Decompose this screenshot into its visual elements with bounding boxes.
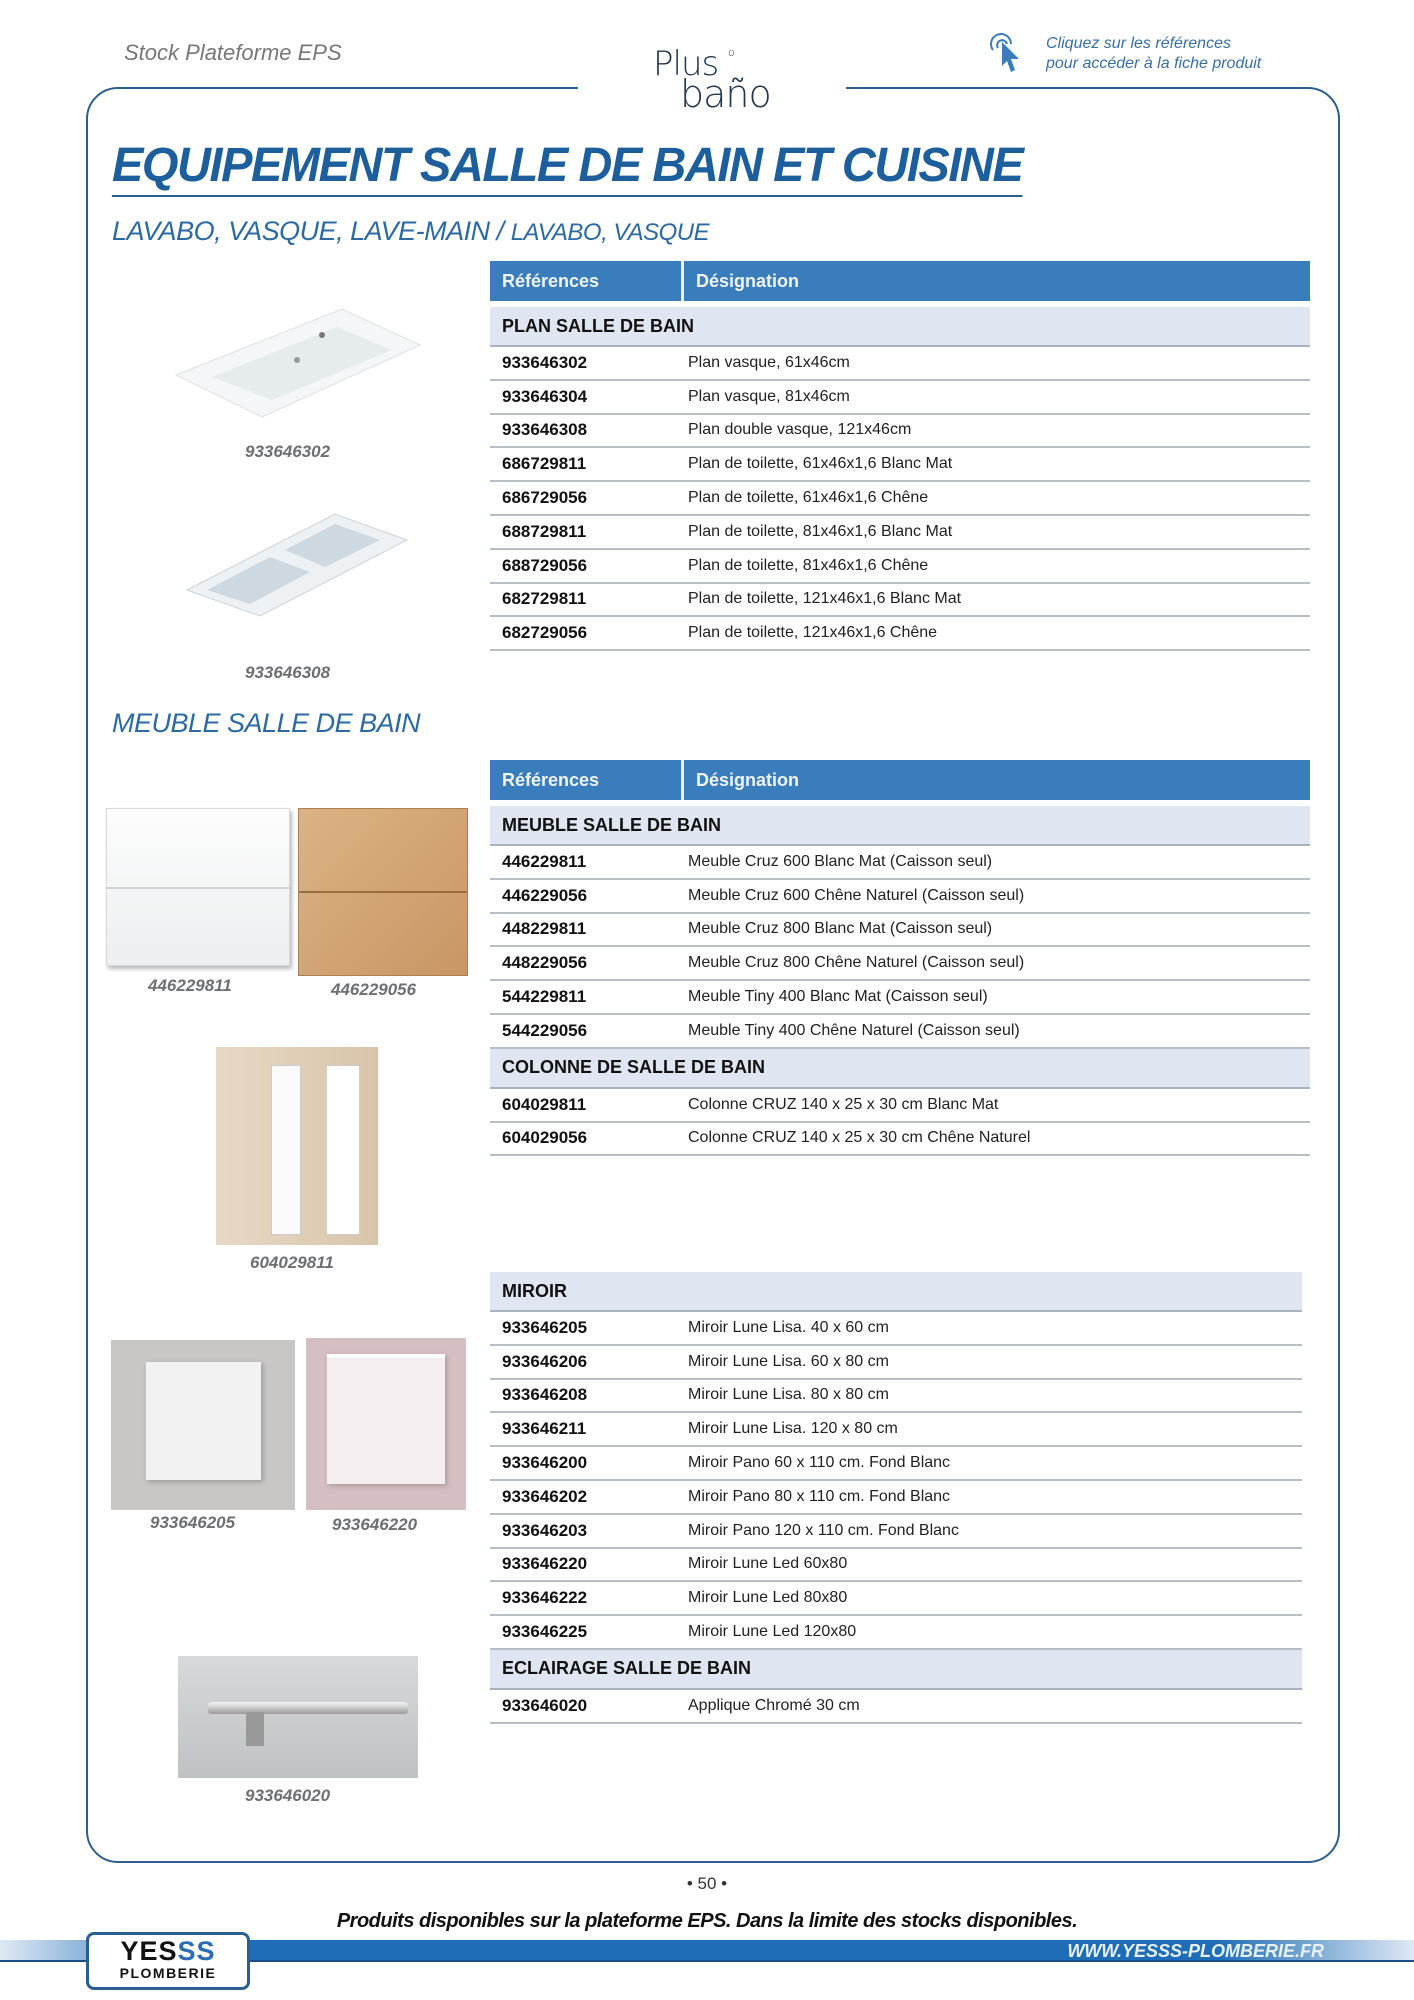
reference-link[interactable]: 933646205 bbox=[502, 1317, 588, 1337]
table-row[interactable] bbox=[490, 1123, 1310, 1157]
designation: Plan de toilette, 121x46x1,6 Blanc Mat bbox=[688, 590, 962, 608]
availability-note: Produits disponibles sur la plateforme EPS. Dans la limite des stocks disponibles. bbox=[336, 1910, 1078, 1932]
designation: Plan vasque, 81x46cm bbox=[688, 387, 850, 405]
designation: Meuble Tiny 400 Blanc Mat (Caisson seul) bbox=[688, 988, 988, 1006]
click-pointer-icon bbox=[985, 28, 1025, 76]
reference-link[interactable]: 682729056 bbox=[502, 623, 588, 643]
table-row[interactable] bbox=[490, 381, 1310, 415]
designation: Miroir Lune Led 120x80 bbox=[688, 1623, 857, 1641]
reference-link[interactable]: 933646203 bbox=[502, 1520, 588, 1540]
designation: Meuble Cruz 800 Chêne Naturel (Caisson seul) bbox=[688, 954, 1025, 972]
designation: Colonne CRUZ 140 x 25 x 30 cm Blanc Mat bbox=[688, 1095, 999, 1113]
table-row[interactable] bbox=[490, 448, 1310, 482]
plus-bano-logo bbox=[650, 44, 800, 114]
colonne-image[interactable] bbox=[216, 1047, 378, 1245]
designation: Miroir Pano 120 x 110 cm. Fond Blanc bbox=[688, 1521, 959, 1539]
table-row[interactable] bbox=[490, 1690, 1302, 1724]
col-references: Références bbox=[490, 760, 684, 800]
logo-degree: o bbox=[728, 46, 735, 59]
reference-link[interactable]: 682729811 bbox=[502, 589, 587, 609]
table-row[interactable] bbox=[490, 1582, 1302, 1616]
designation: Plan de toilette, 81x46x1,6 Blanc Mat bbox=[688, 522, 953, 540]
table-row[interactable] bbox=[490, 1616, 1302, 1650]
table-meuble bbox=[490, 760, 1310, 1156]
table-row[interactable] bbox=[490, 1447, 1302, 1481]
col-designation: Désignation bbox=[696, 270, 800, 291]
page-number: • 50 • bbox=[686, 1874, 728, 1893]
mirror-lisa-image[interactable] bbox=[111, 1340, 295, 1510]
yesss-logo bbox=[86, 1932, 250, 1990]
table-row[interactable] bbox=[490, 516, 1310, 550]
designation: Applique Chromé 30 cm bbox=[688, 1696, 860, 1714]
table-row[interactable] bbox=[490, 415, 1310, 449]
reference-link[interactable]: 446229056 bbox=[502, 885, 588, 905]
table-row[interactable] bbox=[490, 550, 1310, 584]
logo-bottom: baño bbox=[680, 72, 771, 116]
table-miroir bbox=[490, 1272, 1302, 1724]
reference-link[interactable]: 933646200 bbox=[502, 1453, 588, 1473]
reference-link[interactable]: 933646308 bbox=[502, 420, 588, 440]
designation: Plan de toilette, 61x46x1,6 Chêne bbox=[688, 489, 929, 507]
product-ref-label[interactable]: 446229056 bbox=[331, 980, 417, 999]
designation: Plan de toilette, 61x46x1,6 Blanc Mat bbox=[688, 455, 953, 473]
designation: Meuble Cruz 800 Blanc Mat (Caisson seul) bbox=[688, 920, 993, 938]
reference-link[interactable]: 933646222 bbox=[502, 1588, 588, 1608]
reference-link[interactable]: 933646202 bbox=[502, 1486, 588, 1506]
table-row[interactable] bbox=[490, 347, 1310, 381]
table-row[interactable] bbox=[490, 1549, 1302, 1583]
table-row[interactable] bbox=[490, 846, 1310, 880]
reference-link[interactable]: 688729811 bbox=[502, 521, 587, 541]
designation: Miroir Lune Lisa. 120 x 80 cm bbox=[688, 1420, 898, 1438]
reference-link[interactable]: 544229811 bbox=[502, 987, 587, 1007]
section-heading-lavabo bbox=[112, 216, 709, 247]
table-header bbox=[490, 261, 1310, 301]
designation: Meuble Cruz 600 Blanc Mat (Caisson seul) bbox=[688, 852, 993, 870]
reference-link[interactable]: 933646208 bbox=[502, 1385, 588, 1405]
table-plan bbox=[490, 261, 1310, 651]
reference-link[interactable]: 933646211 bbox=[502, 1419, 587, 1439]
product-ref-label[interactable]: 933646308 bbox=[245, 663, 331, 682]
designation: Plan double vasque, 121x46cm bbox=[688, 421, 912, 439]
table-row[interactable] bbox=[490, 1312, 1302, 1346]
double-sink-image[interactable] bbox=[185, 512, 410, 617]
page-title: EQUIPEMENT SALLE DE BAIN ET CUISINE bbox=[112, 138, 1022, 197]
group-title: COLONNE DE SALLE DE BAIN bbox=[490, 1049, 1310, 1089]
heading-sub: LAVABO, VASQUE bbox=[510, 219, 710, 246]
group-title: MEUBLE SALLE DE BAIN bbox=[490, 806, 1310, 846]
table-row[interactable] bbox=[490, 981, 1310, 1015]
reference-link[interactable]: 604029811 bbox=[502, 1094, 587, 1114]
designation: Miroir Lune Lisa. 60 x 80 cm bbox=[688, 1352, 889, 1370]
stock-label: Stock Plateforme EPS bbox=[124, 40, 342, 65]
reference-link[interactable]: 933646220 bbox=[502, 1554, 588, 1574]
designation: Meuble Tiny 400 Chêne Naturel (Caisson seul) bbox=[688, 1021, 1020, 1039]
click-hint bbox=[1046, 34, 1261, 74]
table-row[interactable] bbox=[490, 1413, 1302, 1447]
table-row[interactable] bbox=[490, 1089, 1310, 1123]
designation: Miroir Pano 80 x 110 cm. Fond Blanc bbox=[688, 1487, 951, 1505]
reference-link[interactable]: 933646304 bbox=[502, 386, 588, 406]
table-row[interactable] bbox=[490, 1515, 1302, 1549]
col-designation: Désignation bbox=[696, 769, 800, 790]
meuble-wood-image[interactable] bbox=[298, 808, 468, 976]
sink-image[interactable] bbox=[172, 305, 422, 425]
logo-top: Plus bbox=[653, 44, 719, 84]
table-row[interactable] bbox=[490, 482, 1310, 516]
table-header bbox=[490, 760, 1310, 800]
product-ref-label[interactable]: 446229811 bbox=[148, 976, 232, 995]
reference-link[interactable]: 688729056 bbox=[502, 555, 588, 575]
col-references: Références bbox=[490, 261, 684, 301]
logo-plomberie: PLOMBERIE bbox=[119, 1965, 217, 1981]
hint-line-2: pour accéder à la fiche produit bbox=[1046, 55, 1262, 72]
applique-image[interactable] bbox=[178, 1656, 418, 1778]
table-row[interactable] bbox=[490, 1346, 1302, 1380]
section-heading-meuble: MEUBLE SALLE DE BAIN bbox=[112, 708, 421, 738]
designation: Miroir Lune Lisa. 80 x 80 cm bbox=[688, 1386, 889, 1404]
reference-link[interactable]: 686729056 bbox=[502, 488, 588, 508]
logo-ss: SS bbox=[177, 1936, 216, 1966]
reference-link[interactable]: 448229056 bbox=[502, 953, 588, 973]
reference-link[interactable]: 604029056 bbox=[502, 1128, 588, 1148]
hint-line-1: Cliquez sur les références bbox=[1046, 35, 1231, 52]
group-title: PLAN SALLE DE BAIN bbox=[490, 307, 1310, 347]
product-ref-label[interactable]: 604029811 bbox=[250, 1253, 334, 1272]
reference-link[interactable]: 933646206 bbox=[502, 1351, 588, 1371]
product-ref-label[interactable]: 933646302 bbox=[245, 442, 331, 461]
logo-yes: YES bbox=[120, 1936, 178, 1966]
designation: Miroir Pano 60 x 110 cm. Fond Blanc bbox=[688, 1454, 951, 1472]
product-ref-label[interactable]: 933646205 bbox=[150, 1513, 236, 1532]
designation: Miroir Lune Led 80x80 bbox=[688, 1589, 848, 1607]
designation: Miroir Lune Led 60x80 bbox=[688, 1555, 848, 1573]
designation: Plan vasque, 61x46cm bbox=[688, 353, 850, 371]
table-row[interactable] bbox=[490, 1481, 1302, 1515]
table-row[interactable] bbox=[490, 880, 1310, 914]
reference-link[interactable]: 686729811 bbox=[502, 454, 587, 474]
reference-link[interactable]: 446229811 bbox=[502, 851, 587, 871]
designation: Plan de toilette, 121x46x1,6 Chêne bbox=[688, 624, 938, 642]
product-ref-label[interactable]: 933646020 bbox=[245, 1786, 331, 1805]
reference-link[interactable]: 933646020 bbox=[502, 1695, 588, 1715]
meuble-white-image[interactable] bbox=[106, 808, 290, 966]
mirror-led-image[interactable] bbox=[306, 1338, 466, 1510]
reference-link[interactable]: 933646225 bbox=[502, 1622, 588, 1642]
table-row[interactable] bbox=[490, 947, 1310, 981]
reference-link[interactable]: 933646302 bbox=[502, 352, 588, 372]
group-title: MIROIR bbox=[490, 1272, 1302, 1312]
designation: Miroir Lune Lisa. 40 x 60 cm bbox=[688, 1318, 889, 1336]
website-link[interactable]: WWW.YESSS-PLOMBERIE.FR bbox=[1067, 1941, 1324, 1961]
reference-link[interactable]: 544229056 bbox=[502, 1020, 588, 1040]
table-row[interactable] bbox=[490, 1015, 1310, 1049]
group-title: ECLAIRAGE SALLE DE BAIN bbox=[490, 1650, 1302, 1690]
heading-main: LAVABO, VASQUE, LAVE-MAIN / bbox=[112, 216, 511, 246]
table-row[interactable] bbox=[490, 617, 1310, 651]
table-row[interactable] bbox=[490, 1380, 1302, 1414]
table-row[interactable] bbox=[490, 914, 1310, 948]
designation: Colonne CRUZ 140 x 25 x 30 cm Chêne Naturel bbox=[688, 1129, 1031, 1147]
table-row[interactable] bbox=[490, 584, 1310, 618]
product-ref-label[interactable]: 933646220 bbox=[332, 1515, 418, 1534]
reference-link[interactable]: 448229811 bbox=[502, 919, 587, 939]
designation: Plan de toilette, 81x46x1,6 Chêne bbox=[688, 556, 929, 574]
designation: Meuble Cruz 600 Chêne Naturel (Caisson seul) bbox=[688, 886, 1025, 904]
